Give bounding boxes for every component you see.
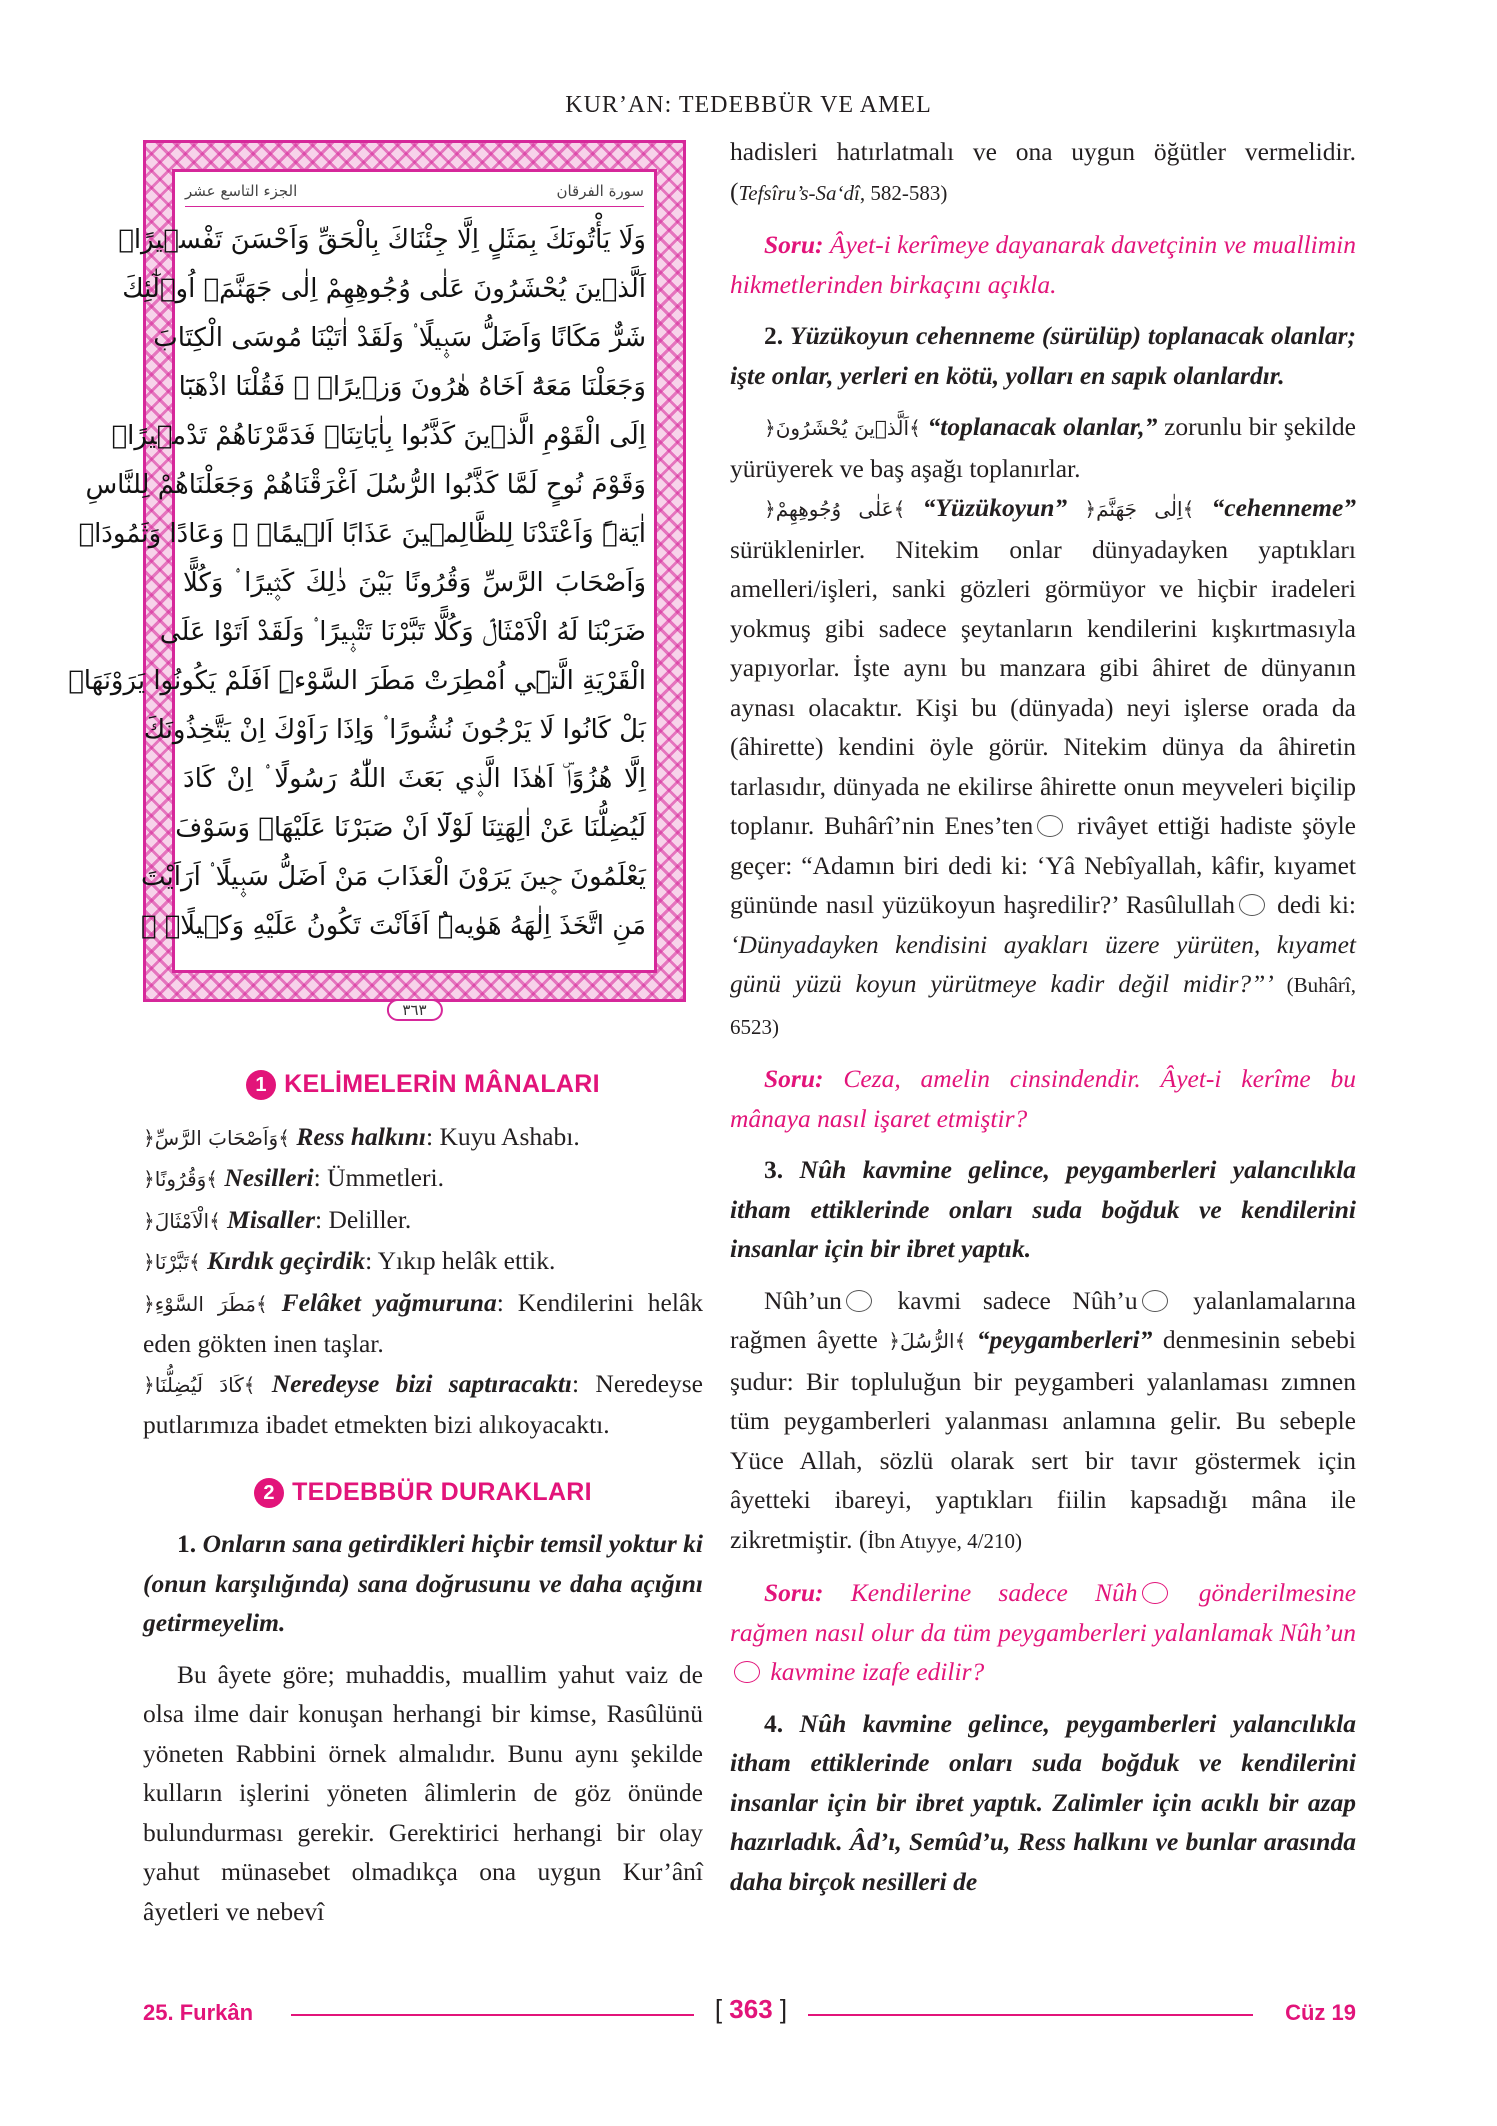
- source-citation: Tefsîru’s-Sa‘dî: [738, 180, 860, 205]
- text: rivâyet ettiği hadiste şöyle geçer: “Adamın biri dedi ki: ‘Yâ Nebîyallah, kâfir, kıyamet gününde nasıl yüzükoyun haşredilir?’ Rasûlullah: [730, 811, 1357, 919]
- footer-surah: 25. Furkân: [143, 2000, 254, 2025]
- footer-juz: Cüz 19: [1285, 2000, 1356, 2025]
- point-verse-meaning: Nûh kavmine gelince, peygamberleri yalancılıkla itham ettiklerinde onları suda boğduk ve kendilerini insanlar için bir ibret yaptık.: [730, 1155, 1356, 1263]
- glossary-definition: : Kendilerini helâk eden gökten inen taşlar.: [143, 1287, 704, 1358]
- mushaf-page-number: ٣٦٣: [386, 999, 442, 1021]
- quoted-term: “Yüzükoyun”: [922, 493, 1068, 522]
- arabic-term: ﴿كَادَ لَيُضِلُّنَا﴾: [143, 1372, 256, 1397]
- reflection-point: [143, 1524, 703, 1643]
- question-text: Âyet-i kerîmeye dayanarak davetçinin ve muallimin hikmetlerinden birkaçını açıkla.: [730, 230, 1356, 299]
- quoted-term: “toplanacak olanlar,”: [927, 412, 1158, 441]
- paragraph: Bu âyete göre; muhaddis, muallim yahut vaiz de olsa ilme dair konuşan herhangi bir kimse, Rasûlünü yöneten Rabbini örnek almalıdır. Bunu aynı şekilde kulların işlerini yöneten âlimlerin de göz önünde bulundurması gerekir. Gerektirici herhangi bir olay yahut münasebet olmadıkça ona uygun Kur’ânî âyetleri ve nebevî: [143, 1659, 703, 1926]
- left-column: [143, 1065, 703, 1931]
- paragraph: [730, 488, 1356, 1047]
- question-text: kavmine izafe edilir?: [764, 1657, 985, 1686]
- mushaf-line: لَيُضِلُّنَا عَنْ اٰلِهَتِنَا لَوْلَٓا اَنْ صَبَرْنَا عَلَيْهَاۜ وَسَوْفَ: [175, 813, 646, 843]
- mushaf-text-area: [68, 169, 657, 973]
- point-number: 2.: [764, 321, 784, 350]
- point-verse-meaning: Yüzükoyun cehenneme (sürülüp) toplanacak olanlar; işte onlar, yerleri en kötü, yolları en sapık olanlardır.: [730, 321, 1356, 390]
- glossary-definition: : Kuyu Ashabı.: [425, 1121, 580, 1151]
- mushaf-verses: [68, 216, 646, 951]
- glossary-entry: [143, 1117, 703, 1159]
- mushaf-header: [185, 176, 644, 207]
- text: hadisleri hatırlatmalı ve ona uygun öğütler vermelidir. (: [730, 137, 1356, 206]
- glossary-term: Felâket yağmuruna: [281, 1287, 497, 1317]
- glossary-term: Nesilleri: [224, 1163, 314, 1192]
- point-number: 1.: [177, 1529, 197, 1558]
- arabic-term: ﴿تَبَّرْنَا﴾: [143, 1250, 201, 1274]
- page-number: 363: [729, 1994, 773, 2024]
- glossary-definition: : Neredeyse putlarımıza ibadet etmekten bizi alıkoyacaktı.: [143, 1368, 704, 1439]
- quoted-term: “peygamberleri”: [976, 1325, 1153, 1354]
- glossary-definition: : Deliller.: [315, 1204, 412, 1234]
- glossary-term: Ress halkını: [296, 1121, 426, 1151]
- mushaf-surah-label: سورة الفرقان: [556, 182, 644, 200]
- footer-page-number: [703, 1994, 799, 2025]
- point-verse-meaning: Onların sana getirdikleri hiçbir temsil yoktur ki (onun karşılığında) sana doğrusunu ve daha açığını getirmeyelim.: [143, 1529, 704, 1637]
- question-label: Soru:: [764, 230, 824, 259]
- mushaf-line: وَاَصْحَابَ الرَّسِّ وَقُرُونًا بَيْنَ ذٰلِكَ كَث۪يرًا ۟ وَكُلًّا: [183, 568, 646, 598]
- mushaf-line: بَلْ كَانُوا لَا يَرْجُونَ نُشُورًا ۟ وَاِذَا رَاَوْكَ اِنْ يَتَّخِذُونَكَ: [143, 715, 646, 745]
- text: denmesinin sebebi şudur: Bir topluluğun bir peygamberi yalanlaması zımnen tüm peygamberleri yalanması anlamına gelir. Bu sebeple Yüce Allah, sözlü olarak sert bir tavır göstermek için âyetteki ibareyi, yaptıkları fiilin kapsadığı mâna ile zikretmiştir. (: [730, 1325, 1356, 1554]
- quoted-term: “cehenneme”: [1211, 493, 1357, 522]
- arabic-term: ﴿عَلٰى وُجُوهِهِمْ﴾: [764, 497, 906, 521]
- reflection-point: [730, 1150, 1356, 1269]
- arabic-term: ﴿اَلَّذ۪ينَ يُحْشَرُونَ﴾: [764, 416, 921, 440]
- question-text: Kendilerine sadece Nûh: [850, 1578, 1138, 1607]
- section-title-text: TEDEBBÜR DURAKLARI: [292, 1477, 592, 1506]
- hadith-quote: ‘Dünyadayken kendisini ayakları üzere yürüten, kıyamet günü yüzü koyun yürütmeye kadir değil midir?”’: [730, 929, 1356, 998]
- mushaf-line: الْقَرْيَةِ الَّت۪ٓي اُمْطِرَتْ مَطَرَ السَّوْءِۜ اَفَلَمْ يَكُونُوا يَرَوْنَهَاۚ: [68, 666, 646, 696]
- text: dedi ki:: [1268, 890, 1356, 919]
- glossary-entry: [143, 1200, 703, 1242]
- section-title-tedebbur: [143, 1473, 703, 1513]
- mushaf-line: يَعْلَمُونَ ح۪ينَ يَرَوْنَ الْعَذَابَ مَنْ اَضَلُّ سَب۪يلًا ۟ اَرَاَيْتَ: [141, 862, 646, 892]
- mushaf-line: اِلَى الْقَوْمِ الَّذ۪ينَ كَذَّبُوا بِاٰيَاتِنَاۜ فَدَمَّرْنَاهُمْ تَدْم۪يرًاۜ: [111, 421, 646, 451]
- text: Nûh’un: [764, 1285, 842, 1315]
- mushaf-page-frame: [68, 140, 686, 1019]
- arabic-term: ﴿الرُّسُلَ﴾: [888, 1329, 967, 1353]
- aleyhisselam-glyph-icon: [1142, 1582, 1168, 1604]
- arabic-term: ﴿وَقُرُونًا﴾: [143, 1167, 219, 1191]
- text: kavmi sadece Nûh’u: [875, 1285, 1138, 1315]
- glossary-definition: : Ümmetleri.: [313, 1163, 444, 1192]
- glossary-entry: [143, 1241, 703, 1283]
- aleyhisselam-glyph-icon: [846, 1290, 872, 1312]
- mushaf-line: شَرٌّ مَكَانًا وَاَضَلُّ سَب۪يلًا ۟ وَلَقَدْ اٰتَيْنَا مُوسَى الْكِتَابَ: [153, 323, 646, 353]
- mushaf-line: وَقَوْمَ نُوحٍ لَمَّا كَذَّبُوا الرُّسُلَ اَغْرَقْنَاهُمْ وَجَعَلْنَاهُمْ لِلنَّاسِ: [85, 470, 646, 500]
- arabic-term: ﴿اِلٰى جَهَنَّمَ﴾: [1084, 497, 1195, 521]
- question-text: Ceza, amelin cinsindendir. Âyet-i kerîme bu mânaya nasıl işaret etmiştir?: [730, 1064, 1357, 1133]
- running-header: KUR’AN: TEDEBBÜR VE AMEL: [565, 92, 932, 118]
- glossary-entry: [143, 1364, 703, 1445]
- aleyhisselam-glyph-icon: [734, 1661, 760, 1683]
- text: yalanlamalarına rağmen âyette: [730, 1285, 1357, 1354]
- glossary-entry: [143, 1283, 703, 1364]
- question: [730, 225, 1356, 304]
- arabic-term: ﴿مَطَرَ السَّوْءِ﴾: [143, 1291, 268, 1316]
- reflection-point: [730, 1704, 1356, 1902]
- point-verse-meaning: Nûh kavmine gelince, peygamberleri yalancılıkla itham ettiklerinde onları suda boğduk ve kendilerini insanlar için bir ibret yaptık. Zalimler için acıklı bir azap hazırladık. Âd’ı, Semûd’u, Ress halkını ve bunlar arasında daha birçok nesilleri de: [730, 1708, 1356, 1896]
- glossary-term: Kırdık geçirdik: [207, 1246, 366, 1275]
- section-number-badge: 2: [254, 1478, 284, 1508]
- footer-rule-left: [291, 2014, 694, 2016]
- question-label: Soru:: [764, 1578, 824, 1607]
- point-number: 4.: [764, 1708, 784, 1738]
- mushaf-line: ضَرَبْنَا لَهُ الْاَمْثَالَۘ وَكُلًّا تَبَّرْنَا تَتْب۪يرًا ۟ وَلَقَدْ اَتَوْا عَلَى: [159, 617, 646, 647]
- text: ): [1014, 1528, 1022, 1553]
- mushaf-line: مَنِ اتَّخَذَ اِلٰهَهُ هَوٰيهُۜ اَفَاَنْتَ تَكُونُ عَلَيْهِ وَك۪يلًاۙ ۟: [140, 911, 646, 941]
- paragraph: [730, 407, 1356, 488]
- mushaf-line: وَجَعَلْنَا مَعَهُٓ اَخَاهُ هٰرُونَ وَز۪يرًاۚ ۟ فَقُلْنَا اذْهَبَٓا: [178, 372, 646, 402]
- point-number: 3.: [764, 1155, 784, 1184]
- question-text: gönderilmesine rağmen nasıl olur da tüm peygamberleri yalanlamak Nûh’un: [730, 1578, 1357, 1647]
- question: [730, 1059, 1356, 1138]
- paragraph: [730, 1281, 1356, 1562]
- text: zorunlu bir şekilde yürüyerek ve baş aşağı toplanırlar.: [730, 412, 1356, 483]
- arabic-term: ﴿وَاَصْحَابَ الرَّسِّ﴾: [143, 1125, 290, 1150]
- text: , 582-583): [859, 180, 948, 205]
- question-label: Soru:: [764, 1064, 824, 1093]
- source-citation: (Buhârî, 6523): [730, 973, 1356, 1039]
- mushaf-line: وَلَا يَأْتُونَكَ بِمَثَلٍ اِلَّا جِئْنَاكَ بِالْحَقِّ وَاَحْسَنَ تَفْس۪يرًاۜ: [118, 225, 646, 255]
- section-title-kelimeler: [143, 1065, 703, 1105]
- question: [730, 1573, 1356, 1692]
- sallallahu-aleyhi-glyph-icon: [1239, 894, 1265, 916]
- reflection-point: [730, 316, 1356, 395]
- mushaf-line: اَلَّذ۪ينَ يُحْشَرُونَ عَلٰى وُجُوهِهِمْ اِلٰى جَهَنَّمَۙ اُو۬لٰٓئِكَ: [122, 274, 646, 304]
- text: sürüklenirler. Nitekim onlar dünyadayken yaptıkları amelleri/işleri, sanki gözleri görmüyor ve hiçbir iradeleri yokmuş gibi sadece şeytanların kendilerini kışkırtmasıyla yapıyorlar. İşte aynı bu manzara gibi âhiret de dünyanın aynası olacaktır. Kişi bu (dünyada) neyi işlerse orada da (âhirette) kendini öyle görür. Nitekim dünya da âhiretin tarlasıdır, dünyada ne ekilirse âhirette onun meyveleri biçilip toplanır. Buhârî’nin Enes’ten: [730, 534, 1356, 840]
- glossary-definition: : Yıkıp helâk ettik.: [365, 1246, 556, 1275]
- paragraph: [730, 132, 1356, 213]
- section-title-text: KELİMELERİN MÂNALARI: [284, 1070, 600, 1098]
- footer-rule-right: [808, 2014, 1253, 2016]
- arabic-term: ﴿الْاَمْثَالَ﴾: [143, 1208, 221, 1233]
- section-number-badge: 1: [246, 1070, 276, 1100]
- mushaf-line: اِلَّا هُزُوًاۜ اَهٰذَا الَّذ۪ي بَعَثَ اللّٰهُ رَسُولًا ۟ اِنْ كَادَ: [183, 764, 646, 794]
- glossary-entry: [143, 1158, 703, 1200]
- aleyhisselam-glyph-icon: [1142, 1290, 1168, 1312]
- mushaf-juz-label: الجزء التاسع عشر: [185, 182, 298, 200]
- page-footer: [143, 1996, 1356, 2030]
- bracket: [: [714, 1994, 730, 2024]
- right-column: [730, 132, 1356, 1901]
- radiyallahu-anh-glyph-icon: [1037, 815, 1063, 837]
- source-citation: İbn Atıyye, 4/210: [867, 1528, 1015, 1553]
- glossary-term: Neredeyse bizi saptıracaktı: [271, 1368, 573, 1398]
- glossary-term: Misaller: [227, 1204, 315, 1234]
- bracket: ]: [772, 1994, 788, 2024]
- mushaf-line: اٰيَةًۜ وَاَعْتَدْنَا لِلظَّالِم۪ينَ عَذَابًا اَل۪يمًاۚ ۟ وَعَادًا وَثَمُودَا۬: [78, 519, 646, 549]
